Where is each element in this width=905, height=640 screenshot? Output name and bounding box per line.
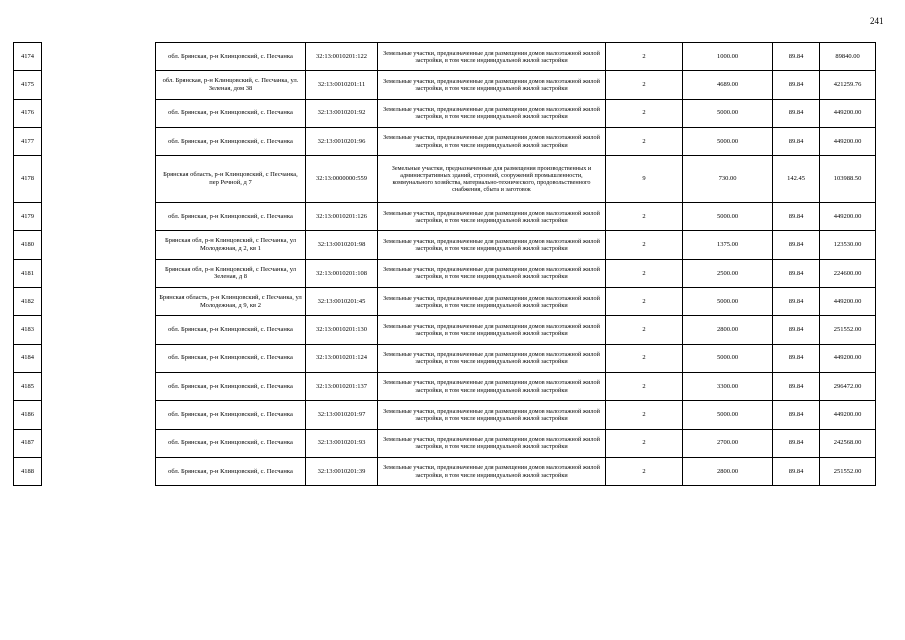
use-group-cell: 2 bbox=[606, 344, 683, 372]
address-cell: Брянская область, р-н Клинцовский, с Песчанка, ул Молодежная, д 9, кв 2 bbox=[156, 288, 306, 316]
cadastral-number-cell: 32:13:0010201:92 bbox=[306, 99, 378, 127]
table-row bbox=[14, 203, 876, 231]
table-body bbox=[14, 43, 876, 486]
use-group-cell: 2 bbox=[606, 457, 683, 485]
cadastral-value-cell: 449200.00 bbox=[820, 288, 876, 316]
row-number-cell: 4178 bbox=[14, 156, 42, 203]
land-registry-table bbox=[13, 42, 876, 486]
land-use-cell: Земельные участки, предназначенные для размещения домов малоэтажной жилой застройки, в том числе индивидуальной жилой застройки bbox=[378, 259, 606, 287]
area-cell: 5000.00 bbox=[683, 203, 773, 231]
land-use-cell: Земельные участки, предназначенные для размещения домов малоэтажной жилой застройки, в том числе индивидуальной жилой застройки bbox=[378, 372, 606, 400]
table-row bbox=[14, 344, 876, 372]
table-row bbox=[14, 316, 876, 344]
cadastral-value-cell: 449200.00 bbox=[820, 401, 876, 429]
use-group-cell: 2 bbox=[606, 71, 683, 99]
table-row bbox=[14, 372, 876, 400]
address-cell: обл. Брянская, р-н Клинцовский, с. Песчанка bbox=[156, 203, 306, 231]
rate-cell: 89.84 bbox=[773, 231, 820, 259]
table-row bbox=[14, 457, 876, 485]
use-group-cell: 2 bbox=[606, 288, 683, 316]
address-cell: Брянская обл, р-н Клинцовский, с Песчанка, ул Молодежная, д 2, кв 1 bbox=[156, 231, 306, 259]
cadastral-number-cell: 32:13:0010201:126 bbox=[306, 203, 378, 231]
rate-cell: 89.84 bbox=[773, 203, 820, 231]
area-cell: 2500.00 bbox=[683, 259, 773, 287]
cadastral-number-cell: 32:13:0010201:108 bbox=[306, 259, 378, 287]
area-cell: 1375.00 bbox=[683, 231, 773, 259]
gap-cell bbox=[42, 231, 156, 259]
gap-cell bbox=[42, 259, 156, 287]
row-number-cell: 4184 bbox=[14, 344, 42, 372]
use-group-cell: 2 bbox=[606, 372, 683, 400]
gap-cell bbox=[42, 203, 156, 231]
use-group-cell: 2 bbox=[606, 99, 683, 127]
gap-cell bbox=[42, 99, 156, 127]
land-use-cell: Земельные участки, предназначенные для размещения домов малоэтажной жилой застройки, в том числе индивидуальной жилой застройки bbox=[378, 457, 606, 485]
table-row bbox=[14, 43, 876, 71]
area-cell: 5000.00 bbox=[683, 99, 773, 127]
use-group-cell: 2 bbox=[606, 259, 683, 287]
rate-cell: 89.84 bbox=[773, 43, 820, 71]
gap-cell bbox=[42, 401, 156, 429]
row-number-cell: 4182 bbox=[14, 288, 42, 316]
cadastral-number-cell: 32:13:0010201:97 bbox=[306, 401, 378, 429]
table-row bbox=[14, 259, 876, 287]
row-number-cell: 4186 bbox=[14, 401, 42, 429]
land-use-cell: Земельные участки, предназначенные для размещения домов малоэтажной жилой застройки, в том числе индивидуальной жилой застройки bbox=[378, 99, 606, 127]
rate-cell: 89.84 bbox=[773, 259, 820, 287]
land-use-cell: Земельные участки, предназначенные для размещения производственных и административных зданий, строений, сооружений промышленности, коммунального хозяйства, материально-технического, продовольственного снабжения, сбыта и заготовок bbox=[378, 156, 606, 203]
cadastral-number-cell: 32:13:0010201:122 bbox=[306, 43, 378, 71]
land-use-cell: Земельные участки, предназначенные для размещения домов малоэтажной жилой застройки, в том числе индивидуальной жилой застройки bbox=[378, 231, 606, 259]
table-row bbox=[14, 429, 876, 457]
land-use-cell: Земельные участки, предназначенные для размещения домов малоэтажной жилой застройки, в том числе индивидуальной жилой застройки bbox=[378, 43, 606, 71]
rate-cell: 89.84 bbox=[773, 316, 820, 344]
cadastral-number-cell: 32:13:0010201:11 bbox=[306, 71, 378, 99]
table-row bbox=[14, 127, 876, 155]
row-number-cell: 4175 bbox=[14, 71, 42, 99]
area-cell: 5000.00 bbox=[683, 344, 773, 372]
use-group-cell: 2 bbox=[606, 429, 683, 457]
rate-cell: 89.84 bbox=[773, 372, 820, 400]
address-cell: обл. Брянская, р-н Клинцовский, с. Песчанка bbox=[156, 344, 306, 372]
use-group-cell: 2 bbox=[606, 43, 683, 71]
cadastral-value-cell: 103988.50 bbox=[820, 156, 876, 203]
use-group-cell: 2 bbox=[606, 401, 683, 429]
cadastral-value-cell: 123530.00 bbox=[820, 231, 876, 259]
rate-cell: 89.84 bbox=[773, 71, 820, 99]
row-number-cell: 4185 bbox=[14, 372, 42, 400]
rate-cell: 89.84 bbox=[773, 429, 820, 457]
cadastral-value-cell: 296472.00 bbox=[820, 372, 876, 400]
gap-cell bbox=[42, 344, 156, 372]
cadastral-value-cell: 449200.00 bbox=[820, 99, 876, 127]
gap-cell bbox=[42, 288, 156, 316]
address-cell: обл. Брянская, р-н Клинцовский, с. Песчанка bbox=[156, 43, 306, 71]
rate-cell: 89.84 bbox=[773, 401, 820, 429]
cadastral-number-cell: 32:13:0010201:96 bbox=[306, 127, 378, 155]
row-number-cell: 4180 bbox=[14, 231, 42, 259]
address-cell: обл. Брянская, р-н Клинцовский, с. Песчанка bbox=[156, 99, 306, 127]
rate-cell: 89.84 bbox=[773, 99, 820, 127]
cadastral-value-cell: 421259.76 bbox=[820, 71, 876, 99]
rate-cell: 89.84 bbox=[773, 127, 820, 155]
address-cell: обл. Брянская, р-н Клинцовский, с. Песчанка bbox=[156, 127, 306, 155]
land-use-cell: Земельные участки, предназначенные для размещения домов малоэтажной жилой застройки, в том числе индивидуальной жилой застройки bbox=[378, 288, 606, 316]
row-number-cell: 4187 bbox=[14, 429, 42, 457]
table-row bbox=[14, 99, 876, 127]
cadastral-number-cell: 32:13:0010201:39 bbox=[306, 457, 378, 485]
area-cell: 4689.00 bbox=[683, 71, 773, 99]
area-cell: 5000.00 bbox=[683, 288, 773, 316]
land-use-cell: Земельные участки, предназначенные для размещения домов малоэтажной жилой застройки, в том числе индивидуальной жилой застройки bbox=[378, 203, 606, 231]
cadastral-value-cell: 242568.00 bbox=[820, 429, 876, 457]
row-number-cell: 4183 bbox=[14, 316, 42, 344]
row-number-cell: 4179 bbox=[14, 203, 42, 231]
area-cell: 3300.00 bbox=[683, 372, 773, 400]
use-group-cell: 2 bbox=[606, 231, 683, 259]
address-cell: обл. Брянская, р-н Клинцовский, с. Песчанка bbox=[156, 316, 306, 344]
gap-cell bbox=[42, 429, 156, 457]
rate-cell: 89.84 bbox=[773, 344, 820, 372]
area-cell: 5000.00 bbox=[683, 127, 773, 155]
rate-cell: 89.84 bbox=[773, 457, 820, 485]
land-use-cell: Земельные участки, предназначенные для размещения домов малоэтажной жилой застройки, в том числе индивидуальной жилой застройки bbox=[378, 344, 606, 372]
cadastral-number-cell: 32:13:0010201:124 bbox=[306, 344, 378, 372]
cadastral-value-cell: 449200.00 bbox=[820, 127, 876, 155]
gap-cell bbox=[42, 156, 156, 203]
row-number-cell: 4177 bbox=[14, 127, 42, 155]
row-number-cell: 4174 bbox=[14, 43, 42, 71]
gap-cell bbox=[42, 43, 156, 71]
gap-cell bbox=[42, 457, 156, 485]
address-cell: обл. Брянская, р-н Клинцовский, с. Песчанка bbox=[156, 429, 306, 457]
cadastral-value-cell: 449200.00 bbox=[820, 203, 876, 231]
address-cell: обл. Брянская, р-н Клинцовский, с. Песчанка, ул. Зеленая, дом 38 bbox=[156, 71, 306, 99]
area-cell: 730.00 bbox=[683, 156, 773, 203]
table-row bbox=[14, 156, 876, 203]
cadastral-number-cell: 32:13:0000000:559 bbox=[306, 156, 378, 203]
land-use-cell: Земельные участки, предназначенные для размещения домов малоэтажной жилой застройки, в том числе индивидуальной жилой застройки bbox=[378, 429, 606, 457]
cadastral-number-cell: 32:13:0010201:137 bbox=[306, 372, 378, 400]
use-group-cell: 9 bbox=[606, 156, 683, 203]
address-cell: обл. Брянская, р-н Клинцовский, с. Песчанка bbox=[156, 401, 306, 429]
address-cell: Брянская обл, р-н Клинцовский, с Песчанка, ул Зеленая, д 8 bbox=[156, 259, 306, 287]
area-cell: 2800.00 bbox=[683, 316, 773, 344]
table-row bbox=[14, 288, 876, 316]
cadastral-number-cell: 32:13:0010201:98 bbox=[306, 231, 378, 259]
cadastral-number-cell: 32:13:0010201:130 bbox=[306, 316, 378, 344]
cadastral-value-cell: 251552.00 bbox=[820, 316, 876, 344]
table-row bbox=[14, 401, 876, 429]
land-use-cell: Земельные участки, предназначенные для размещения домов малоэтажной жилой застройки, в том числе индивидуальной жилой застройки bbox=[378, 316, 606, 344]
gap-cell bbox=[42, 372, 156, 400]
use-group-cell: 2 bbox=[606, 316, 683, 344]
area-cell: 2700.00 bbox=[683, 429, 773, 457]
use-group-cell: 2 bbox=[606, 203, 683, 231]
cadastral-number-cell: 32:13:0010201:45 bbox=[306, 288, 378, 316]
gap-cell bbox=[42, 316, 156, 344]
row-number-cell: 4181 bbox=[14, 259, 42, 287]
address-cell: Брянская область, р-н Клинцовский, с Песчанка, пер Речной, д 7 bbox=[156, 156, 306, 203]
row-number-cell: 4176 bbox=[14, 99, 42, 127]
land-use-cell: Земельные участки, предназначенные для размещения домов малоэтажной жилой застройки, в том числе индивидуальной жилой застройки bbox=[378, 71, 606, 99]
land-use-cell: Земельные участки, предназначенные для размещения домов малоэтажной жилой застройки, в том числе индивидуальной жилой застройки bbox=[378, 127, 606, 155]
cadastral-value-cell: 89840.00 bbox=[820, 43, 876, 71]
address-cell: обл. Брянская, р-н Клинцовский, с. Песчанка bbox=[156, 372, 306, 400]
cadastral-value-cell: 449200.00 bbox=[820, 344, 876, 372]
gap-cell bbox=[42, 127, 156, 155]
land-use-cell: Земельные участки, предназначенные для размещения домов малоэтажной жилой застройки, в том числе индивидуальной жилой застройки bbox=[378, 401, 606, 429]
row-number-cell: 4188 bbox=[14, 457, 42, 485]
use-group-cell: 2 bbox=[606, 127, 683, 155]
address-cell: обл. Брянская, р-н Клинцовский, с. Песчанка bbox=[156, 457, 306, 485]
cadastral-value-cell: 224600.00 bbox=[820, 259, 876, 287]
rate-cell: 89.84 bbox=[773, 288, 820, 316]
table-row bbox=[14, 231, 876, 259]
page-number: 241 bbox=[870, 16, 884, 26]
area-cell: 5000.00 bbox=[683, 401, 773, 429]
cadastral-value-cell: 251552.00 bbox=[820, 457, 876, 485]
area-cell: 1000.00 bbox=[683, 43, 773, 71]
rate-cell: 142.45 bbox=[773, 156, 820, 203]
table-row bbox=[14, 71, 876, 99]
cadastral-number-cell: 32:13:0010201:93 bbox=[306, 429, 378, 457]
gap-cell bbox=[42, 71, 156, 99]
area-cell: 2800.00 bbox=[683, 457, 773, 485]
